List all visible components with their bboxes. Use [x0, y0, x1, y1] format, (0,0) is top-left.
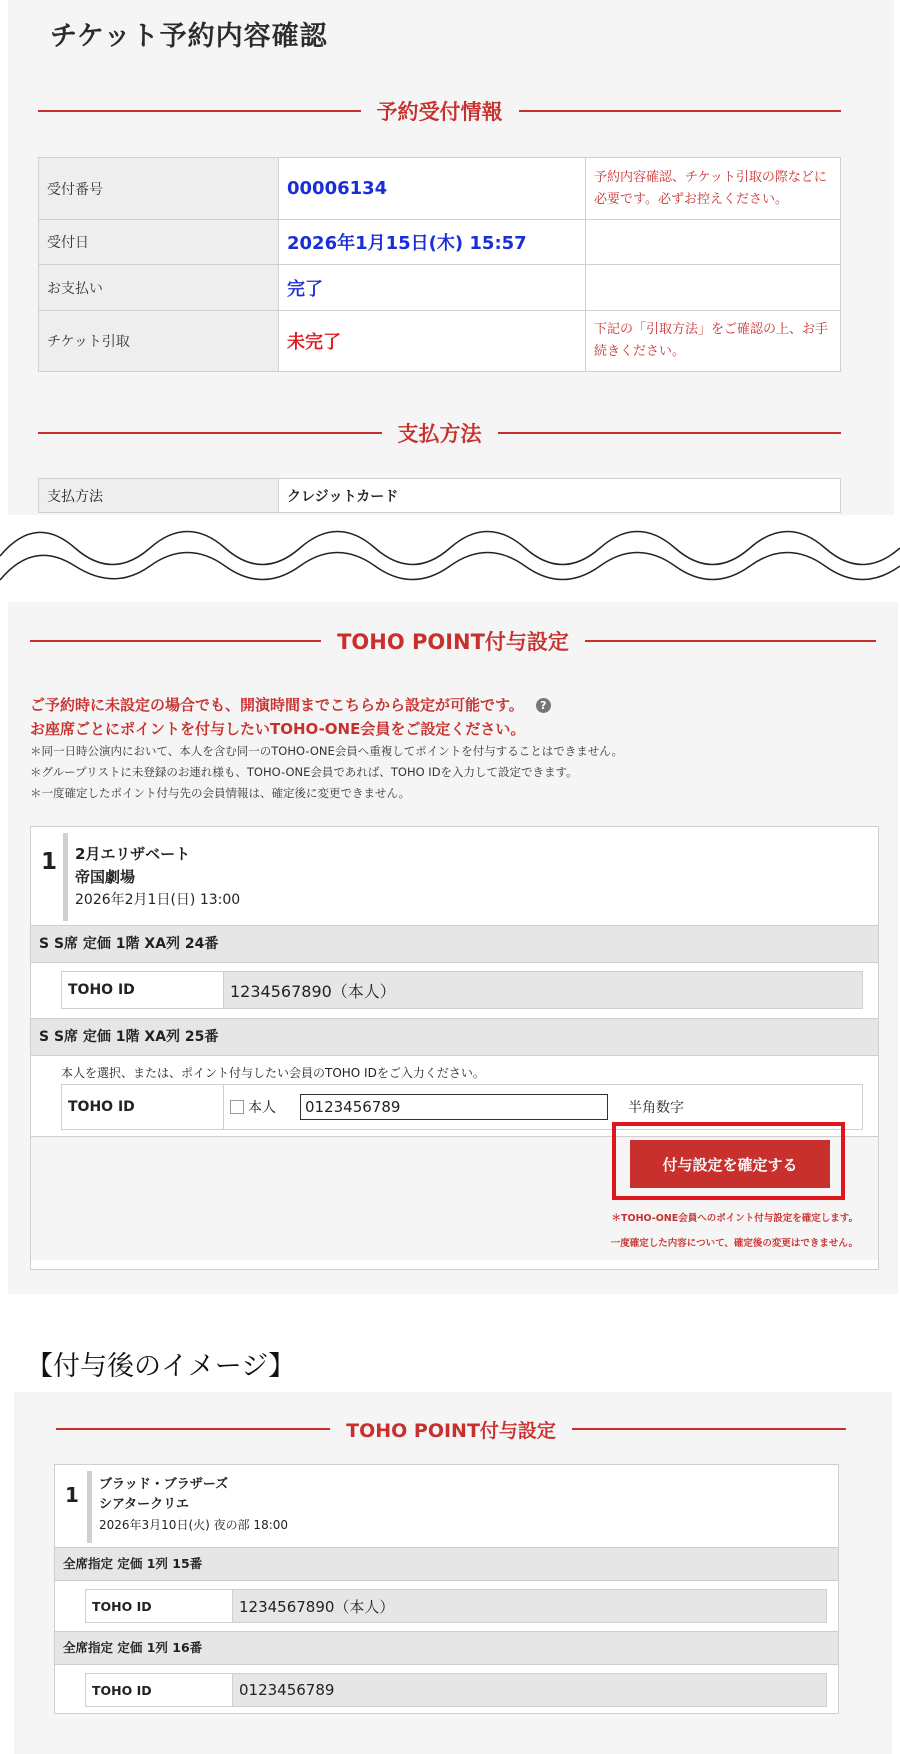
- footnote-2: 一度確定した内容について、確定後の変更はできません。: [610, 1238, 858, 1249]
- after-points-heading-text: TOHO POINT付与設定: [346, 1419, 556, 1442]
- event-info: [31, 827, 878, 925]
- footnote-1: ＊TOHO-ONE会員へのポイント付与設定を確定します。: [611, 1213, 858, 1224]
- points-heading-text: TOHO POINT付与設定: [337, 630, 569, 654]
- payment-status-label: お支払い: [39, 265, 279, 311]
- after-seat2-toho-id: 0123456789: [233, 1674, 826, 1706]
- after-image-caption: 【付与後のイメージ】: [26, 1351, 296, 1382]
- after-event-venue: シアタークリエ: [99, 1497, 189, 1512]
- payment-method-value: クレジットカード: [279, 479, 841, 513]
- seat-label: S S席 定価 1階 XA列 24番: [31, 925, 878, 963]
- event-divider: [63, 833, 68, 921]
- table-row: [39, 158, 841, 220]
- after-event-number: 1: [65, 1483, 79, 1507]
- reception-table: [38, 157, 841, 372]
- note-3: ＊一度確定したポイント付与先の会員情報は、確定後に変更できません。: [30, 786, 411, 800]
- after-seat1-toho-id: 1234567890（本人）: [233, 1590, 826, 1622]
- event-number: 1: [41, 849, 58, 875]
- points-card: [30, 826, 879, 1270]
- after-event-info: [55, 1465, 838, 1547]
- seat1-toho-id: 1234567890（本人）: [224, 972, 862, 1008]
- reception-label: 受付番号: [39, 158, 279, 220]
- note-1: ＊同一日時公演内において、本人を含む同一のTOHO-ONE会員へ重複してポイントを付与することはできません。: [30, 744, 623, 758]
- after-points-panel: [14, 1392, 892, 1754]
- self-checkbox[interactable]: [230, 1100, 244, 1114]
- reception-number: 00006134: [279, 158, 586, 220]
- event-venue: 帝国劇場: [75, 868, 136, 886]
- payment-heading-text: 支払方法: [397, 422, 482, 446]
- after-points-card: [54, 1464, 839, 1714]
- points-heading: [30, 626, 876, 656]
- notice-red-1: [30, 694, 551, 715]
- after-seat2-id-row: [85, 1673, 827, 1707]
- table-row: [39, 220, 841, 265]
- reception-date-label: 受付日: [39, 220, 279, 265]
- after-seat2-id-area: [55, 1665, 838, 1715]
- toho-id-input[interactable]: 0123456789: [300, 1094, 608, 1120]
- after-seat1-id-area: [55, 1581, 838, 1631]
- seat-label: S S席 定価 1階 XA列 25番: [31, 1018, 878, 1056]
- after-event-details: [99, 1475, 288, 1535]
- reception-heading-text: 予約受付情報: [376, 100, 503, 124]
- table-row: [39, 311, 841, 372]
- payment-heading: [38, 418, 841, 448]
- notice-red-1-text: ご予約時に未設定の場合でも、開演時間までこちらから設定が可能です。: [30, 696, 524, 714]
- confirm-points-button[interactable]: 付与設定を確定する: [630, 1140, 830, 1188]
- toho-id-label: TOHO ID: [62, 972, 224, 1008]
- ticket-pickup-note: 下記の「引取方法」をご確認の上、お手続きください。: [586, 311, 841, 372]
- toho-id-label: TOHO ID: [62, 1085, 224, 1129]
- payment-status-note: [586, 265, 841, 311]
- event-details: [75, 843, 240, 912]
- payment-method-label: 支払方法: [39, 479, 279, 513]
- after-seat1-id-row: [85, 1589, 827, 1623]
- self-checkbox-label[interactable]: 本人: [248, 1100, 276, 1116]
- seat1-id-row: [61, 971, 863, 1009]
- ticket-pickup-status: 未完了: [279, 311, 586, 372]
- after-event-title: ブラッド・ブラザーズ: [99, 1477, 229, 1492]
- toho-id-label: TOHO ID: [86, 1590, 233, 1622]
- table-row: [39, 265, 841, 311]
- reception-date: 2026年1月15日(木) 15:57: [279, 220, 586, 265]
- page-title: チケット予約内容確認: [50, 21, 328, 52]
- reception-note: 予約内容確認、チケット引取の際などに必要です。必ずお控えください。: [586, 158, 841, 220]
- wave-separator: [0, 508, 900, 588]
- reception-date-note: [586, 220, 841, 265]
- toho-id-label: TOHO ID: [86, 1674, 233, 1706]
- after-points-heading: [56, 1414, 846, 1444]
- half-width-hint: 半角数字: [628, 1100, 684, 1116]
- help-icon[interactable]: ?: [536, 698, 551, 713]
- reception-heading: [38, 96, 841, 126]
- payment-status: 完了: [279, 265, 586, 311]
- after-event-datetime: 2026年3月10日(火) 夜の部 18:00: [99, 1518, 289, 1532]
- notice-red-2: お座席ごとにポイントを付与したいTOHO-ONE会員をご設定ください。: [30, 720, 526, 738]
- seat1-id-area: [31, 963, 878, 1018]
- ticket-pickup-label: チケット引取: [39, 311, 279, 372]
- reservation-panel: [8, 0, 894, 515]
- seat2-instruction: 本人を選択、または、ポイント付与したい会員のTOHO IDをご入力ください。: [61, 1066, 485, 1080]
- after-event-divider: [87, 1471, 92, 1543]
- event-datetime: 2026年2月1日(日) 13:00: [75, 892, 241, 908]
- after-seat-label: 全席指定 定価 1列 15番: [55, 1547, 838, 1581]
- event-title: 2月エリザベート: [75, 845, 191, 863]
- note-2: ＊グループリストに未登録のお連れ様も、TOHO-ONE会員であれば、TOHO IDを入力して設定できます。: [30, 765, 578, 779]
- after-seat-label: 全席指定 定価 1列 16番: [55, 1631, 838, 1665]
